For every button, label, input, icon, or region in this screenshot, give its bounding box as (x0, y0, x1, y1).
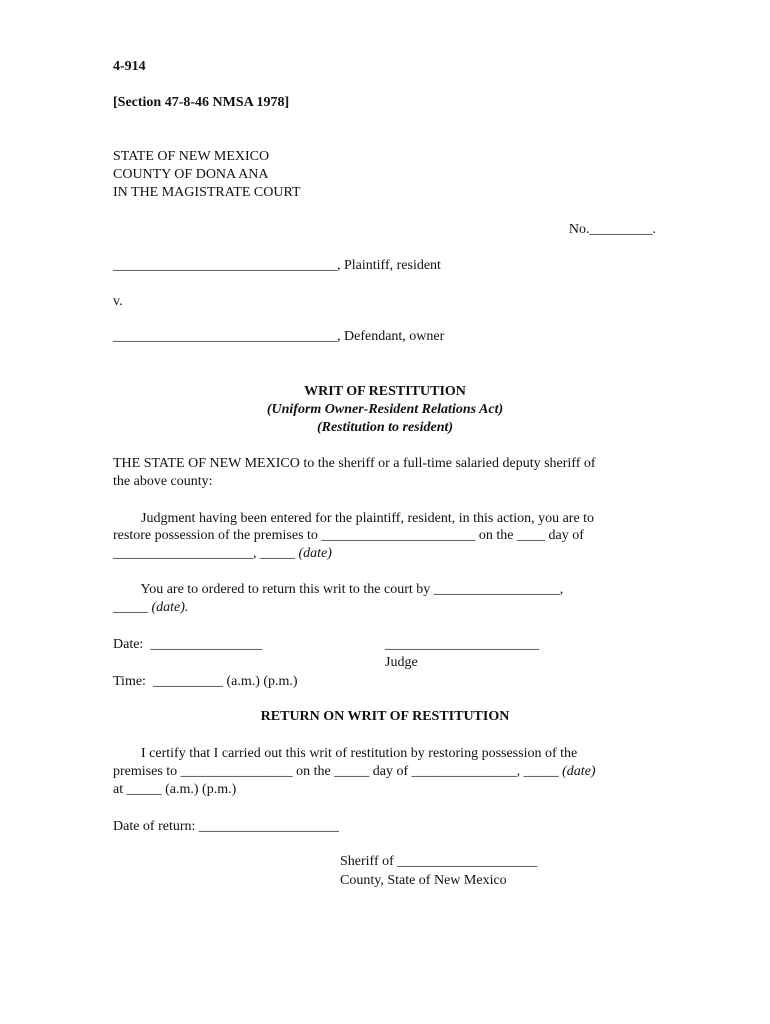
case-number: No._________. (568, 222, 656, 237)
certify-premises-text: premises to ________________ on the _____ day of _______________, _____ (113, 764, 563, 779)
judgment-line-2: restore possession of the premises to ______________________ on the ____ day of (113, 528, 584, 543)
certify-date-label: (date) (562, 764, 596, 779)
address-line-1: THE STATE OF NEW MEXICO to the sheriff or a full-time salaried deputy sheriff of (113, 456, 596, 471)
court-state: STATE OF NEW MEXICO (113, 149, 270, 164)
form-number: 4-914 (113, 59, 146, 74)
section-reference: [Section 47-8-46 NMSA 1978] (113, 95, 290, 110)
court-name: IN THE MAGISTRATE COURT (113, 185, 301, 200)
certify-line-3: at _____ (a.m.) (p.m.) (113, 782, 237, 797)
writ-date-field: Date: ________________ (113, 637, 263, 652)
date-of-return-field: Date of return: ____________________ (113, 819, 339, 834)
judgment-date-blank: ____________________, _____ (113, 546, 299, 561)
return-date-label: (date). (151, 600, 189, 615)
sheriff-signature-line: Sheriff of ____________________ (340, 854, 538, 869)
judgment-line-3 (113, 545, 332, 563)
writ-time-field: Time: __________ (a.m.) (p.m.) (113, 674, 298, 689)
judge-signature-line: ______________________ (385, 637, 539, 652)
sheriff-county-line: County, State of New Mexico (340, 873, 507, 888)
return-date-blank: _____ (113, 600, 152, 615)
judgment-date-label: (date) (298, 546, 332, 561)
address-line-2: the above county: (113, 474, 213, 489)
return-order-line-2 (113, 599, 188, 617)
certify-line-2 (113, 763, 596, 781)
judgment-line-1: Judgment having been entered for the plaintiff, resident, in this action, you are to (113, 511, 595, 526)
judge-label: Judge (385, 655, 418, 670)
court-county: COUNTY OF DONA ANA (113, 167, 269, 182)
defendant-line: ________________________________, Defendant, owner (113, 329, 445, 344)
certify-line-1: I certify that I carried out this writ of restitution by restoring possession of the (113, 746, 578, 761)
writ-subtitle-act: (Uniform Owner-Resident Relations Act) (266, 402, 504, 417)
return-order-line-1: You are to ordered to return this writ to the court by __________________, (113, 582, 564, 597)
plaintiff-line: ________________________________, Plaintiff, resident (113, 258, 441, 273)
writ-subtitle-restitution: (Restitution to resident) (316, 420, 454, 435)
versus-label: v. (113, 294, 123, 309)
return-title: RETURN ON WRIT OF RESTITUTION (260, 709, 510, 724)
writ-title: WRIT OF RESTITUTION (304, 384, 466, 399)
